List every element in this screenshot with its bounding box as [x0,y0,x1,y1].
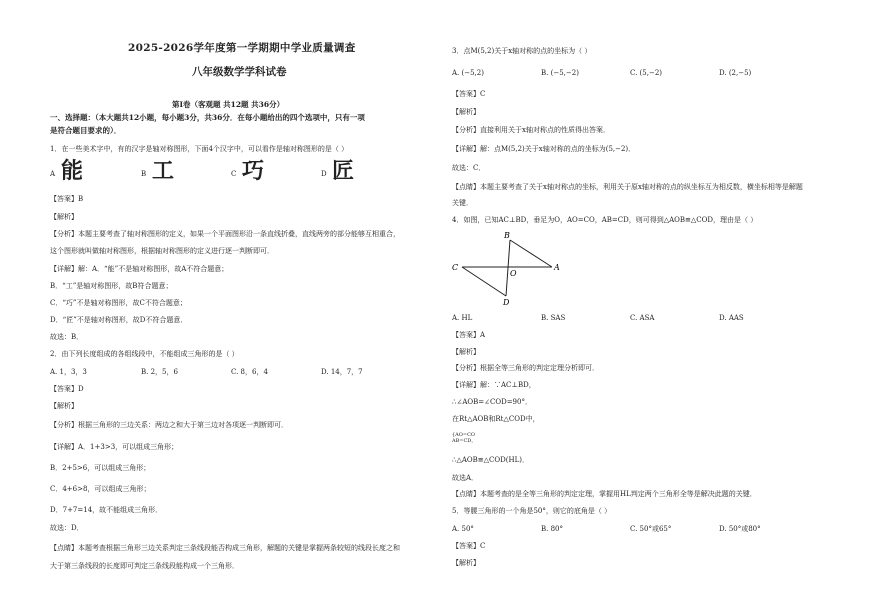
section-header: 第Ⅰ卷（客观题 共12题 共36分） [172,100,285,109]
label-a: A [554,263,560,272]
exam-subtitle: 八年级数学学科试卷 [192,66,287,78]
label-o: O [510,269,517,278]
q1-detail-4: D．“匠”不是轴对称图形，故D不符合题意． [50,316,188,324]
q3-answer: 【答案】C [452,90,486,98]
q1-option-letter-a: A [50,170,56,178]
q4-option-d: D. AAS [719,314,744,322]
q1-analysis-2: 这个图形就叫做轴对称图形，根据轴对称图形的定义进行逐一判断即可． [50,247,274,255]
part-heading-line2: 是符合题目要求的）． [50,126,122,135]
q4-detail-2: ∴∠AOB=∠COD=90°． [452,398,532,406]
q4-comment: 【点睛】本题考查的是全等三角形的判定定理，掌握用HL判定两个三角形全等是解决此题的关键． [452,490,757,498]
q3-conclusion: 故选：C． [452,164,486,172]
q5-option-d: D. 50°或80° [719,525,761,533]
q4-stem: 4．如图，已知AC⊥BD，垂足为O，AO=CO，AB=CD，则可得到△AOB≌△COD，理由是（ ） [452,216,758,224]
q2-analysis: 【分析】根据三角形的三边关系：两边之和大于第三边对各项逐一判断即可． [50,421,288,429]
q3-comment-2: 关键． [452,199,473,207]
q1-option-letter-d: D [321,170,327,178]
q2-analysis-label: 【解析】 [50,402,78,410]
q2-detail-4: D．7+7=14，故不能组成三角形． [50,506,163,514]
q4-system-1: {AO=CO [452,432,476,438]
segment-b-d [506,240,510,296]
q4-conclusion: 故选A． [452,474,479,482]
q5-option-b: B. 80° [541,525,564,533]
q2-option-c: C. 8，6，4 [231,368,268,376]
q4-system-2: AB=CD， [452,438,477,444]
q4-analysis: 【分析】根据全等三角形的判定定理分析即可． [452,364,599,372]
q3-stem: 3．点M(5,2)关于x轴对称的点的坐标为（ ） [452,47,592,55]
q2-option-d: D. 14，7，7 [321,368,363,376]
q2-detail-3: C．4+6>8，可以组成三角形； [50,485,151,493]
q2-answer: 【答案】D [50,385,84,393]
q5-option-c: C. 50°或65° [630,525,672,533]
q3-option-d: D. (2,−5) [719,69,752,77]
q5-option-a: A. 50° [452,525,474,533]
q1-analysis-1: 【分析】本题主要考查了轴对称图形的定义，如果一个平面图形沿一条直线折叠，直线两旁的部分能够互相重合， [50,230,400,238]
q1-detail-3: C．“巧”不是轴对称图形，故C不符合题意； [50,299,187,307]
q1-option-letter-b: B [141,170,147,178]
q2-conclusion: 故选：D． [50,524,84,532]
q1-answer: 【答案】B [50,195,84,203]
q4-detail-3: 在Rt△AOB和Rt△COD中， [452,415,540,423]
label-b: B [504,231,510,240]
q1-option-char-d: 匠 [332,159,355,184]
exam-title: 2025-2026学年度第一学期期中学业质量调查 [128,42,356,54]
q2-stem: 2．由下列长度组成的各组线段中，不能组成三角形的是（ ） [50,350,239,358]
q3-option-c: C. (5,−2) [630,69,663,77]
q3-comment-1: 【点睛】本题主要考查了关于x轴对称点的坐标，利用关于原x轴对称的点的纵坐标互为相反数，横坐标相等是解题 [452,183,803,191]
q4-option-b: B. SAS [541,314,566,322]
label-d: D [503,298,510,307]
segment-c-d [462,267,506,296]
q2-comment-1: 【点睛】本题考查根据三角形三边关系判定三条线段能否构成三角形，解题的关键是掌握两条较短的线段长度之和 [50,544,400,552]
q1-option-char-a: 能 [61,159,84,184]
q2-detail-2: B．2+5>6，可以组成三角形； [50,464,151,472]
q2-option-b: B. 2，5，6 [141,368,178,376]
q4-detail-1: 【详解】解：∵AC⊥BD， [452,381,536,389]
q4-analysis-label: 【解析】 [452,348,480,356]
q3-analysis: 【分析】直接利用关于x轴对称点的性质得出答案． [452,126,610,134]
q1-option-char-c: 巧 [242,159,265,184]
q1-stem: 1．在一些美术字中，有的汉字是轴对称图形，下面4个汉字中，可以看作是轴对称图形的是（ ） [50,145,349,153]
q4-detail-4: ∴△AOB≌△COD(HL)． [452,456,529,464]
q3-analysis-label: 【解析】 [452,108,480,116]
q1-detail-1: 【详解】解：A．“能”不是轴对称图形，故A不符合题意； [50,265,229,273]
q1-conclusion: 故选：B． [50,333,84,341]
q4-option-c: C. ASA [630,314,655,322]
q1-analysis-label: 【解析】 [50,213,78,221]
q1-option-letter-c: C [231,170,237,178]
q2-detail-1: 【详解】A．1+3>3，可以组成三角形； [50,443,179,451]
q4-figure [448,226,568,308]
q3-option-a: A. (−5,2) [452,69,484,77]
q3-detail: 【详解】解：点M(5,2)关于x轴对称的点的坐标为(5,−2)． [452,145,636,153]
q5-stem: 5．等腰三角形的一个角是50°，则它的底角是（ ） [452,507,612,515]
q4-option-a: A. HL [452,314,473,322]
q4-answer: 【答案】A [452,331,486,339]
segment-a-b [510,240,552,267]
part-heading-line1: 一、选择题：（本大题共12小题，每小题3分，共36分．在每小题给出的四个选项中，只有一项 [50,113,365,122]
q5-answer: 【答案】C [452,542,486,550]
label-c: C [452,263,459,272]
q2-comment-2: 大于第三条线段的长度即可判定三条线段能构成一个三角形． [50,562,239,570]
q1-option-char-b: 工 [152,159,175,184]
q1-detail-2: B．“工”是轴对称图形，故B符合题意； [50,282,173,290]
q2-option-a: A. 1，3，3 [50,368,87,376]
q5-analysis-label: 【解析】 [452,559,480,567]
q3-option-b: B. (−5,−2) [541,69,579,77]
